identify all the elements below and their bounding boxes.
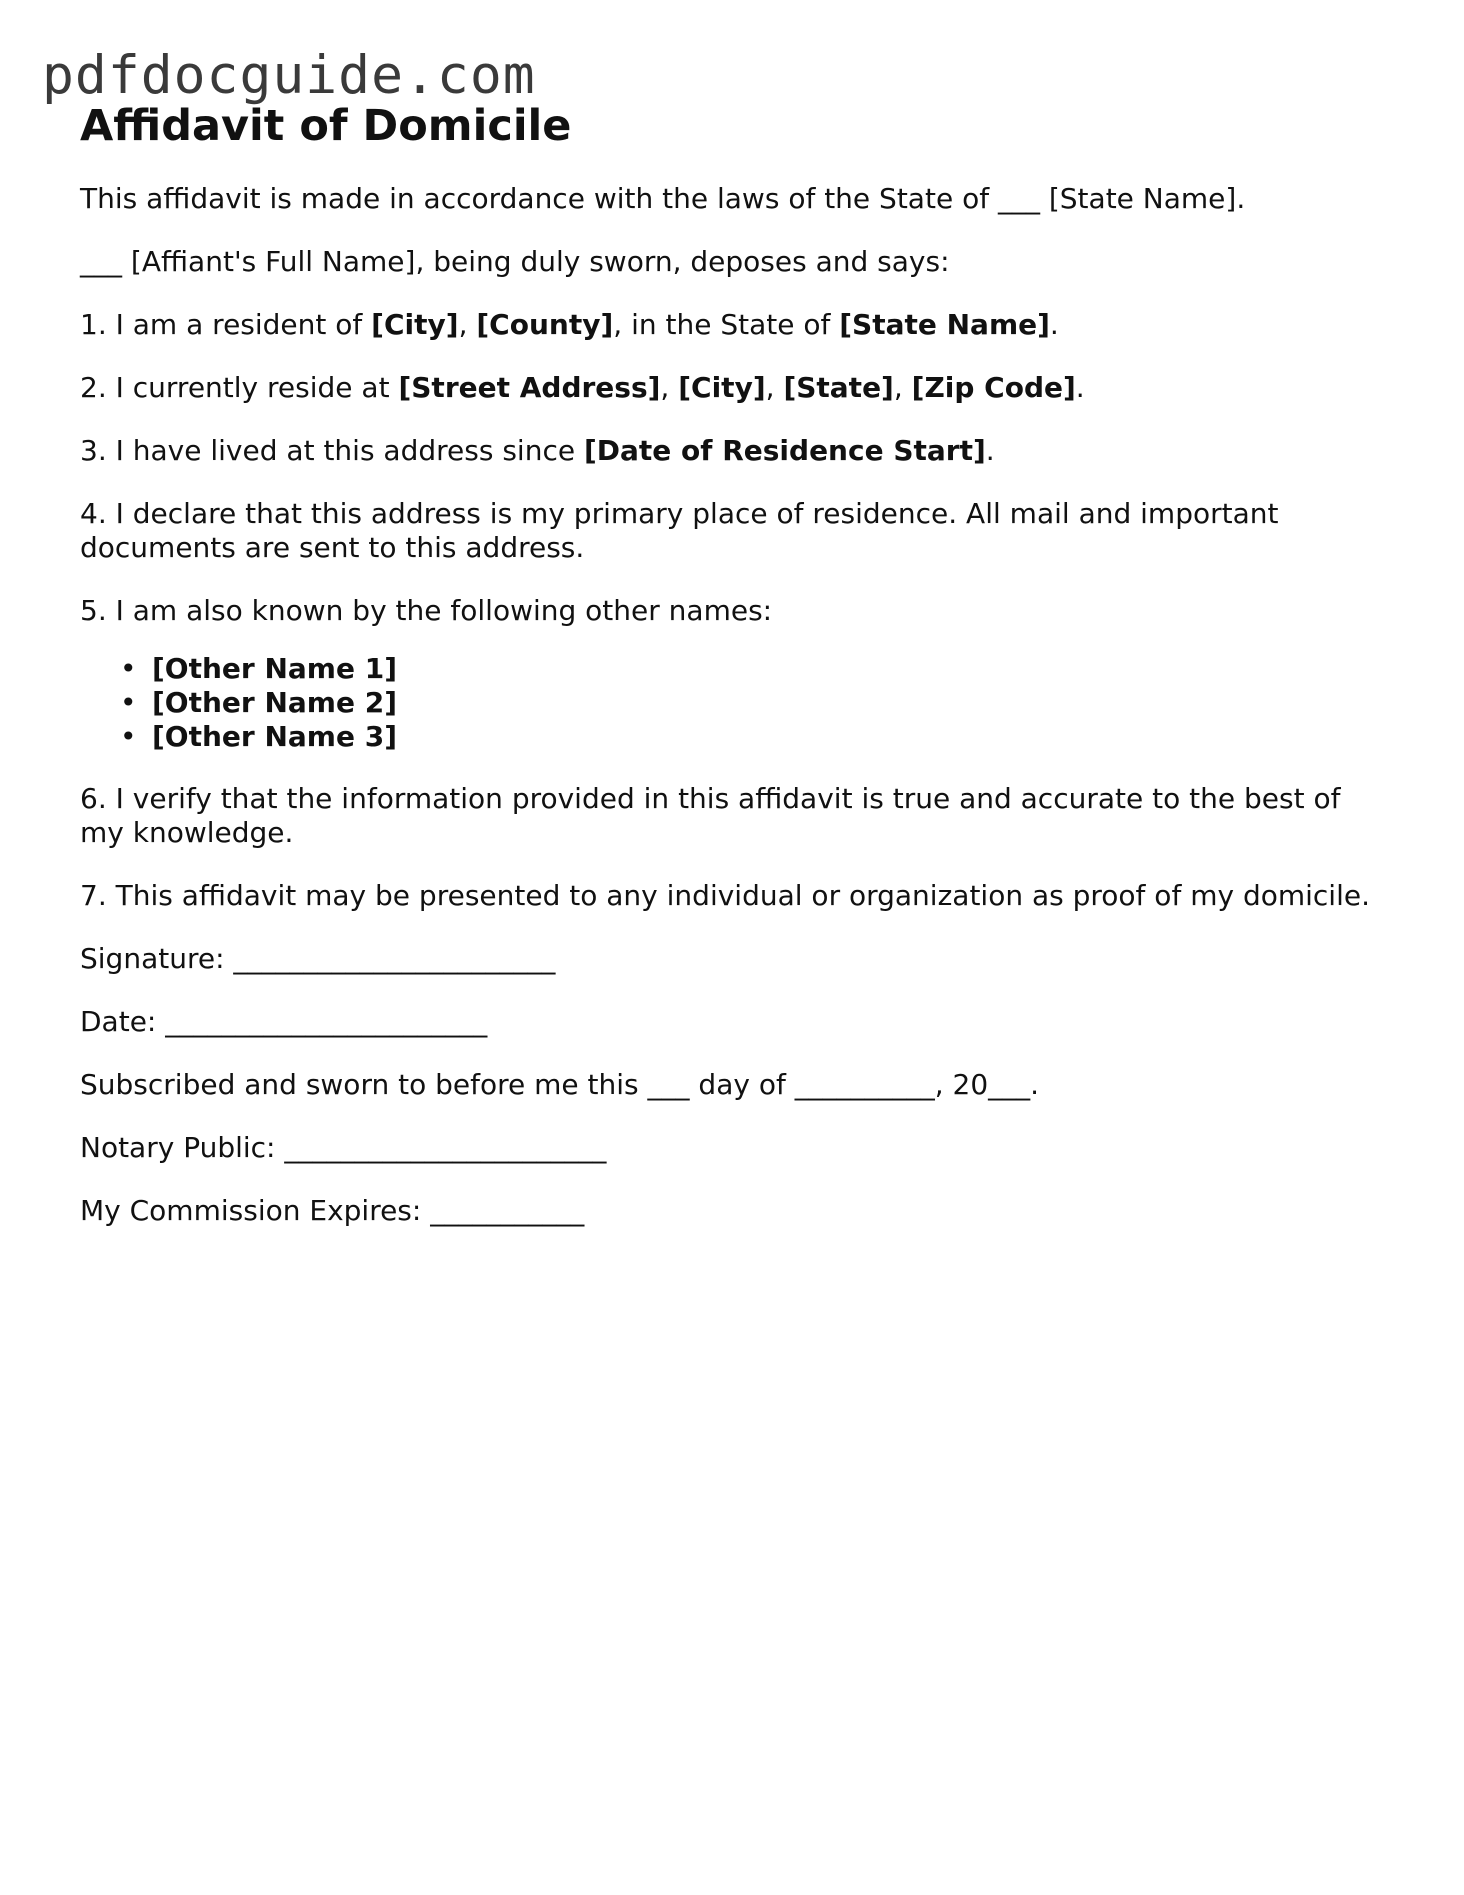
affiant-name-placeholder: [Affiant's Full Name] (130, 245, 416, 278)
intro-paragraph: This affidavit is made in accordance with the laws of the State of ___ [State Name]. (80, 182, 1246, 215)
item-2-address: 2. I currently reside at [Street Address], [City], [State], [Zip Code]. (80, 371, 1085, 404)
item-6-verification: 6. I verify that the information provided in this affidavit is true and accurate to the best of my knowledge. (80, 782, 1341, 849)
item-1-residence: 1. I am a resident of [City], [County], in the State of [State Name]. (80, 308, 1059, 341)
city-placeholder: [City] (678, 371, 766, 404)
city-placeholder: [City] (371, 308, 459, 341)
bullet-icon: • (120, 652, 137, 685)
item-7-proof-of-domicile: 7. This affidavit may be presented to any individual or organization as proof of my domicile. (80, 879, 1370, 912)
street-address-placeholder: [Street Address] (398, 371, 661, 404)
commission-expires-line: My Commission Expires: ___________ (80, 1194, 585, 1227)
site-watermark: pdfdocguide.com (42, 45, 536, 106)
affidavit-document (80, 96, 1390, 1257)
notary-public-line: Notary Public: _______________________ (80, 1131, 607, 1164)
county-placeholder: [County] (476, 308, 614, 341)
state-placeholder: [State] (783, 371, 894, 404)
bullet-icon: • (120, 686, 137, 719)
list-item: • [Other Name 2] (120, 686, 397, 719)
subscribed-sworn-line: Subscribed and sworn to before me this ___ day of __________, 20___. (80, 1068, 1040, 1101)
state-name-placeholder: [State Name] (1048, 182, 1237, 215)
date-line: Date: _______________________ (80, 1005, 488, 1038)
affiant-statement: ___ [Affiant's Full Name], being duly sworn, deposes and says: (80, 245, 950, 278)
item-4-primary-residence: 4. I declare that this address is my primary place of residence. All mail and important documents are sent to this address. (80, 497, 1279, 564)
document-body (80, 182, 1390, 1228)
list-item: • [Other Name 1] (120, 652, 397, 685)
residence-start-date-placeholder: [Date of Residence Start] (583, 434, 986, 467)
item-5-other-names: 5. I am also known by the following other names: (80, 594, 773, 627)
list-item: • [Other Name 3] (120, 720, 397, 753)
signature-line: Signature: _______________________ (80, 942, 556, 975)
state-placeholder: [State Name] (839, 308, 1050, 341)
bullet-icon: • (120, 720, 137, 753)
other-names-list (80, 652, 1390, 754)
zip-code-placeholder: [Zip Code] (911, 371, 1076, 404)
item-3-residence-date: 3. I have lived at this address since [Date of Residence Start]. (80, 434, 995, 467)
document-title: Affidavit of Domicile (80, 101, 572, 151)
